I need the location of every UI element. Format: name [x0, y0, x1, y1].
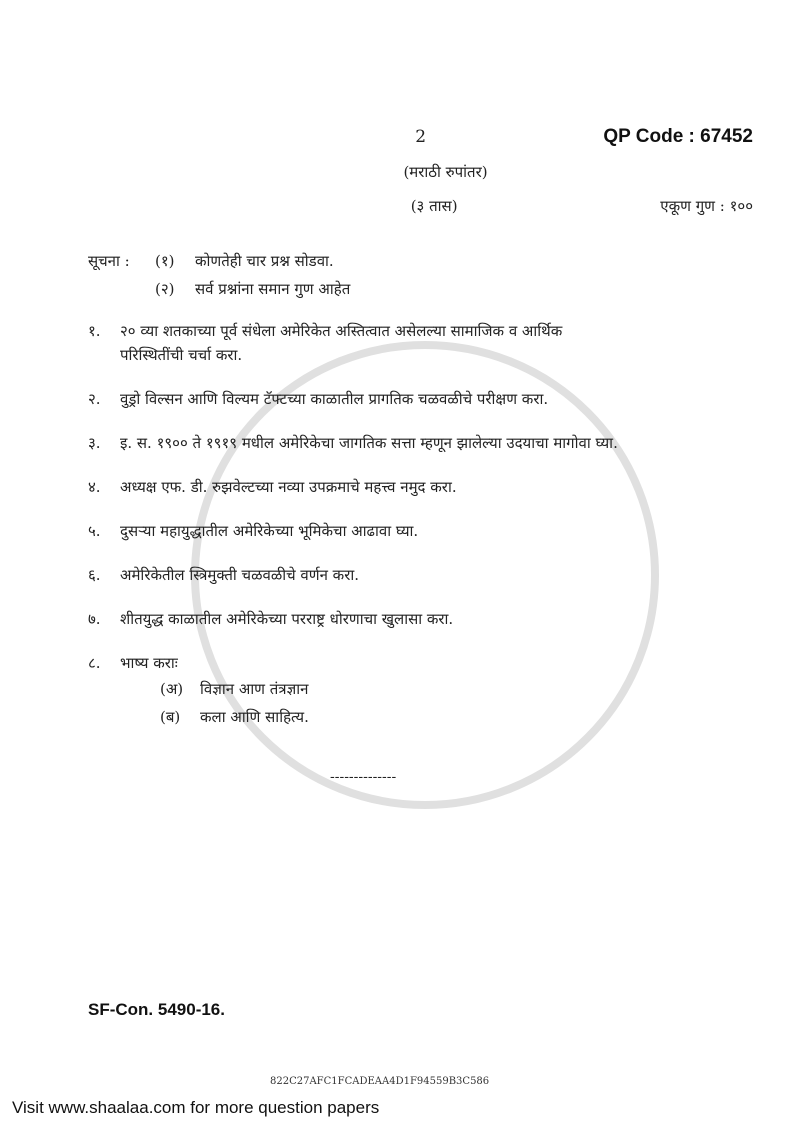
- question-number: ५.: [88, 522, 101, 540]
- visit-link[interactable]: Visit www.shaalaa.com for more question papers: [12, 1098, 380, 1117]
- question-text: शीतयुद्ध काळातील अमेरिकेच्या परराष्ट्र धोरणाचा खुलासा करा.: [120, 610, 454, 628]
- question-number: २.: [88, 390, 101, 408]
- question-number: ४.: [88, 478, 101, 496]
- question-text: अध्यक्ष एफ. डी. रुझवेल्टच्या नव्या उपक्रमाचे महत्त्व नमुद करा.: [120, 478, 457, 496]
- question-number: ६.: [88, 566, 101, 584]
- question-text: वुड्रो विल्सन आणि विल्यम टॅफ्टच्या काळातील प्रागतिक चळवळीचे परीक्षण करा.: [120, 390, 549, 408]
- sub-question-num: (ब): [160, 708, 181, 726]
- question-4: [88, 475, 753, 499]
- question-number: ७.: [88, 610, 101, 628]
- total-marks: एकूण गुण : १००: [660, 197, 753, 215]
- document-body: [88, 126, 753, 785]
- question-text: २० व्या शतकाच्या पूर्व संधेला अमेरिकेत अस्तित्वात असेलल्या सामाजिक व आर्थिक: [120, 322, 563, 340]
- instruction-num: (१): [155, 252, 175, 270]
- sub-question-text: विज्ञान आण तंत्रज्ञान: [200, 680, 309, 698]
- question-number: १.: [88, 322, 101, 340]
- document-hash: 822C27AFC1FCADEAA4D1F94559B3C586: [270, 1076, 490, 1087]
- question-text: परिस्थितींची चर्चा करा.: [120, 346, 243, 364]
- question-8: [88, 651, 753, 729]
- question-text: दुसऱ्या महायुद्धातील अमेरिकेच्या भूमिकेचा आढावा घ्या.: [120, 522, 419, 540]
- subtitle: (मराठी रुपांतर): [403, 163, 488, 181]
- question-3: [88, 431, 753, 455]
- header-top: [88, 126, 753, 148]
- question-1: [88, 319, 753, 367]
- instruction-num: (२): [155, 279, 175, 298]
- instructions: [88, 252, 753, 299]
- sub-questions: [160, 677, 753, 729]
- question-number: ३.: [88, 434, 101, 452]
- duration-row: [88, 196, 753, 216]
- question-6: [88, 563, 753, 587]
- paper-code: SF-Con. 5490-16.: [88, 1000, 225, 1019]
- question-7: [88, 607, 753, 631]
- questions: [88, 319, 753, 729]
- instructions-label: सूचना :: [88, 252, 130, 270]
- sub-question-num: (अ): [160, 680, 184, 698]
- qp-code: QP Code : 67452: [603, 126, 753, 147]
- instruction-text: सर्व प्रश्नांना समान गुण आहेत: [195, 279, 351, 298]
- question-number: ८.: [88, 654, 101, 672]
- instruction-text: कोणतेही चार प्रश्न सोडवा.: [195, 252, 334, 270]
- question-text: भाष्य कराः: [120, 654, 178, 672]
- question-text: अमेरिकेतील स्त्रिमुक्ती चळवळीचे वर्णन करा.: [120, 566, 359, 584]
- duration: (३ तास): [410, 197, 458, 215]
- question-2: [88, 387, 753, 411]
- end-marker: --------------: [330, 769, 397, 785]
- page-number: 2: [415, 127, 427, 147]
- question-5: [88, 519, 753, 543]
- sub-question-text: कला आणि साहित्य.: [200, 708, 309, 726]
- question-text: इ. स. १९०० ते १९१९ मधील अमेरिकेचा जागतिक सत्ता म्हणून झालेल्या उदयाचा मागोवा घ्या.: [120, 434, 618, 452]
